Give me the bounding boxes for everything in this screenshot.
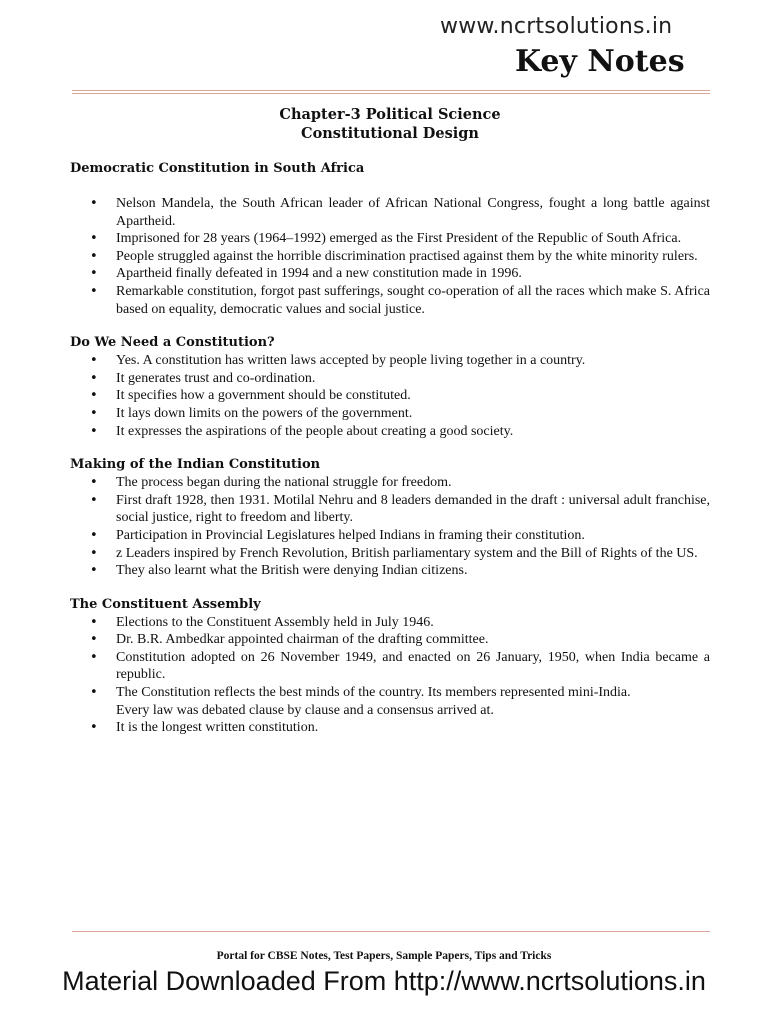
footer-portal-note: Portal for CBSE Notes, Test Papers, Sample Papers, Tips and Tricks: [216, 950, 552, 962]
bullet-item: • Participation in Provincial Legislatures helped Indians in framing their constitution.: [70, 527, 710, 545]
chapter-subtitle: Constitutional Design: [301, 125, 479, 142]
footer-divider: [72, 931, 710, 932]
bullet-item: • Elections to the Constituent Assembly held in July 1946.: [70, 614, 710, 632]
bullet-item: • People struggled against the horrible discrimination practised against them by the white minority rulers.: [70, 248, 710, 266]
bullet-item: • Dr. B.R. Ambedkar appointed chairman of the drafting committee.: [70, 631, 710, 649]
bullet-item: • Imprisoned for 28 years (1964–1992) emerged as the First President of the Republic of South Africa.: [70, 230, 710, 248]
section-heading: Do We Need a Constitution?: [70, 335, 275, 351]
bullet-item: • Nelson Mandela, the South African leader of African National Congress, fought a long battle against Apartheid.: [70, 195, 710, 230]
bullet-item: • Yes. A constitution has written laws accepted by people living together in a country.: [70, 352, 710, 370]
footer-download-banner: Material Downloaded From http://www.ncrtsolutions.in: [62, 966, 706, 996]
bullet-item: • z Leaders inspired by French Revolution, British parliamentary system and the Bill of Rights of the US.: [70, 545, 710, 563]
bullet-item: • First draft 1928, then 1931. Motilal Nehru and 8 leaders demanded in the draft : universal adult franchise, social justice, right to freedom and liberty.: [70, 492, 710, 527]
site-url-header: www.ncrtsolutions.in: [440, 14, 673, 39]
section-heading: The Constituent Assembly: [70, 596, 261, 612]
bullet-list: [70, 614, 710, 737]
bullet-item: • Remarkable constitution, forgot past sufferings, sought co-operation of all the races which make S. Africa based on equality, democratic values and social justice.: [70, 283, 710, 318]
bullet-item: • It specifies how a government should be constituted.: [70, 387, 710, 405]
section-constituent-assembly: [70, 596, 710, 737]
chapter-title: Chapter-3 Political Science: [279, 106, 501, 123]
bullet-item: • It generates trust and co-ordination.: [70, 370, 710, 388]
section-need-constitution: [70, 334, 710, 440]
bullet-list: [70, 352, 710, 440]
bullet-item: • It lays down limits on the powers of the government.: [70, 405, 710, 423]
bullet-item: • It is the longest written constitution.: [70, 719, 710, 737]
header-divider-second: [72, 93, 710, 94]
section-heading: Democratic Constitution in South Africa: [70, 161, 365, 176]
key-notes-title: Key Notes: [515, 44, 685, 79]
section-making-indian-constitution: [70, 456, 710, 580]
bullet-item: • Constitution adopted on 26 November 1949, and enacted on 26 January, 1950, when India became a republic.: [70, 649, 710, 684]
bullet-item: • The Constitution reflects the best minds of the country. Its members represented mini-India.: [70, 684, 710, 702]
bullet-list: [70, 195, 710, 318]
section-heading: Making of the Indian Constitution: [70, 457, 321, 473]
bullet-continuation: Every law was debated clause by clause and a consensus arrived at.: [116, 702, 494, 718]
bullet-item: • It expresses the aspirations of the people about creating a good society.: [70, 423, 710, 441]
bullet-list: [70, 474, 710, 580]
bullet-item: • The process began during the national struggle for freedom.: [70, 474, 710, 492]
bullet-item: • They also learnt what the British were denying Indian citizens.: [70, 562, 710, 580]
notes-content: [70, 160, 710, 753]
section-south-africa: [70, 160, 710, 318]
header-divider: [72, 90, 710, 91]
bullet-item: • Apartheid finally defeated in 1994 and a new constitution made in 1996.: [70, 265, 710, 283]
